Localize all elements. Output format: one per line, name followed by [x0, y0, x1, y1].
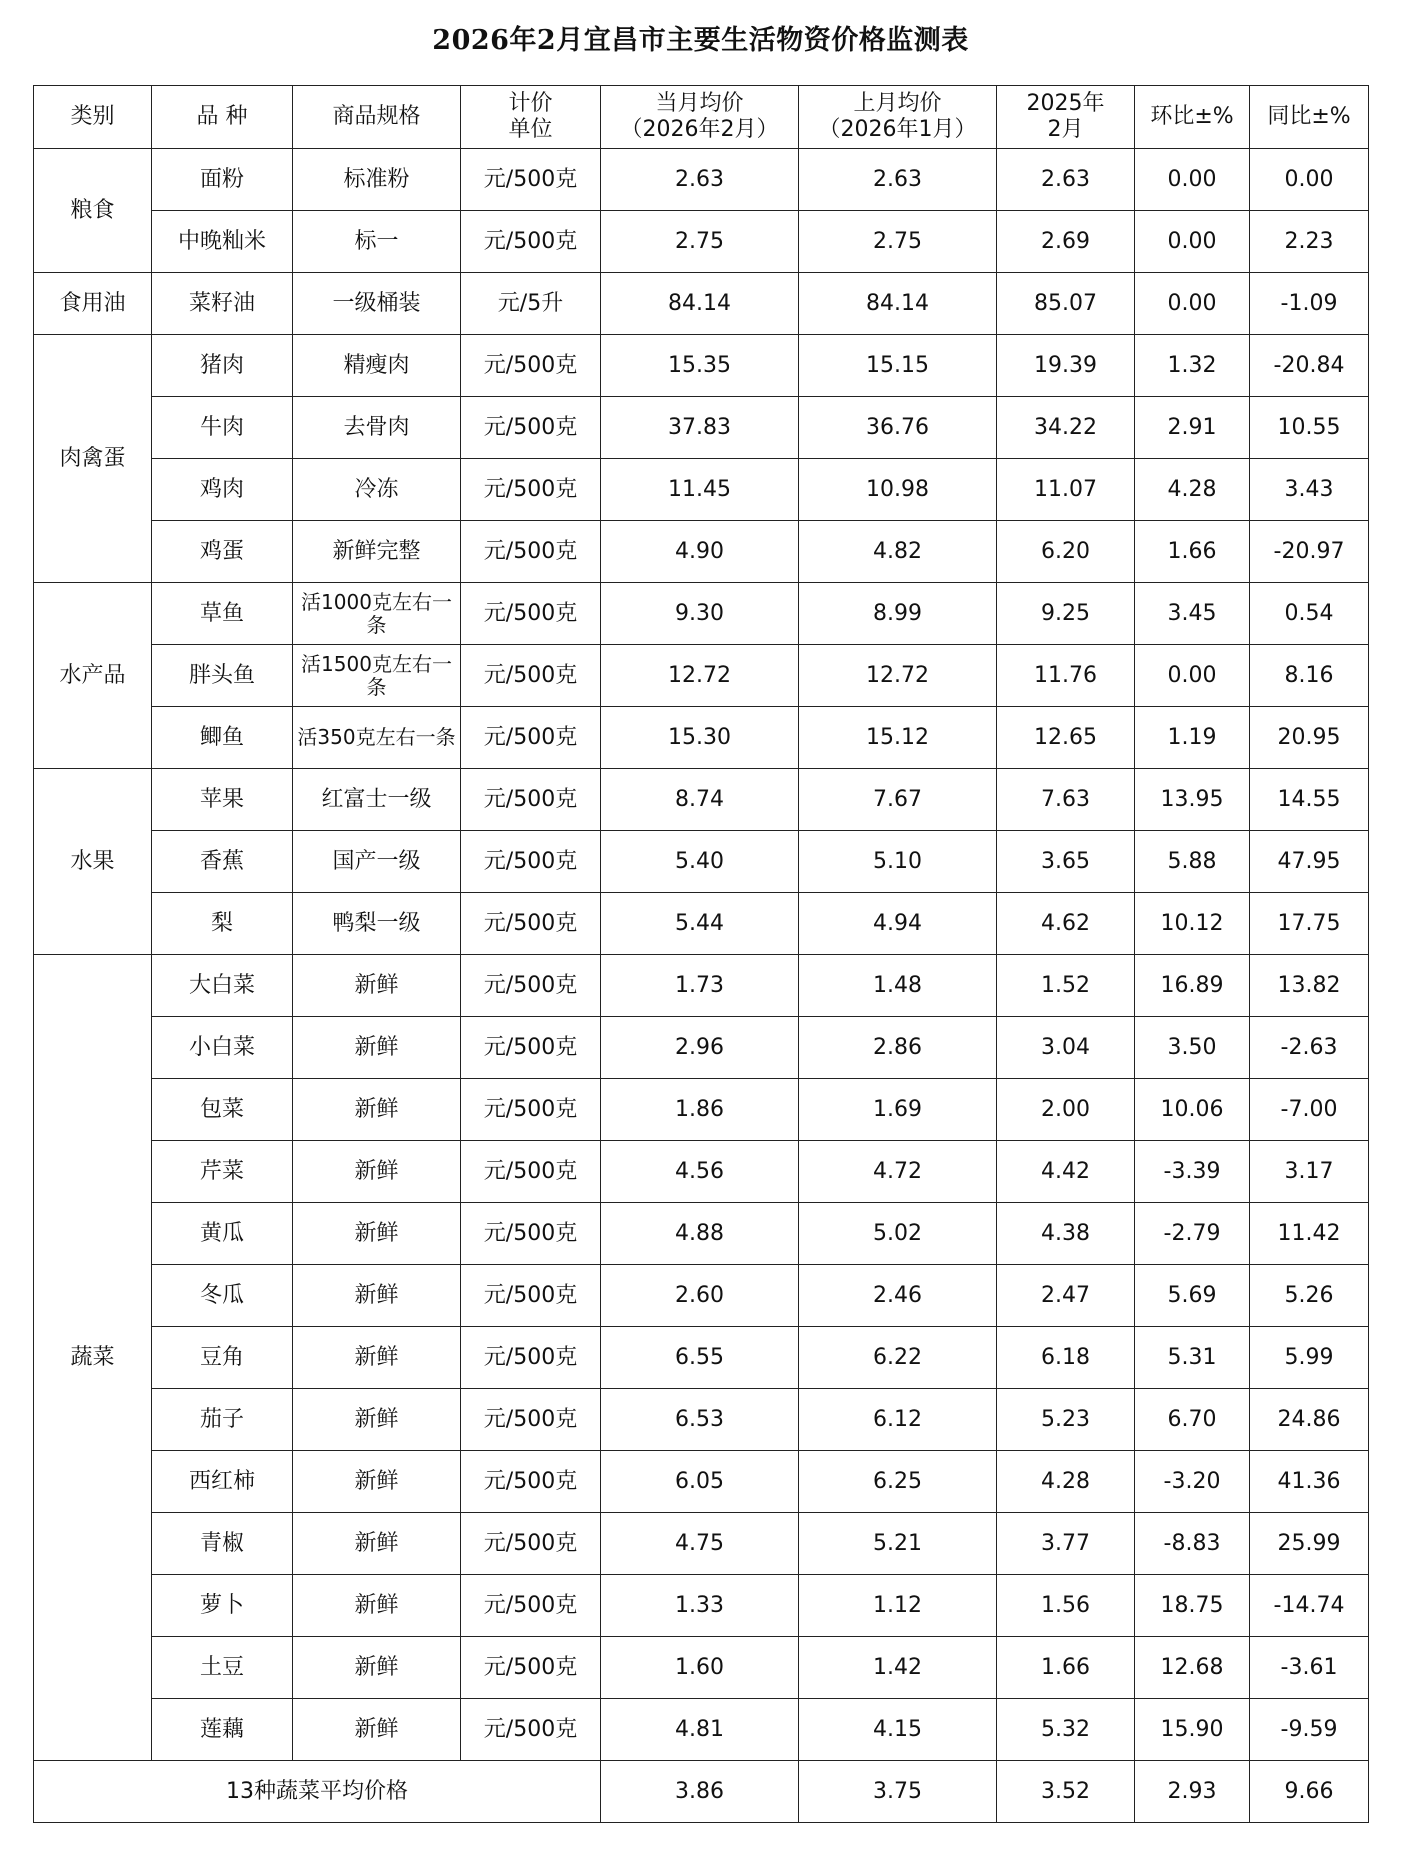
unit-cell: 元/500克 [461, 1389, 601, 1451]
current-price-cell: 2.96 [601, 1017, 799, 1079]
category-cell: 粮食 [34, 149, 152, 273]
current-price-cell: 6.55 [601, 1327, 799, 1389]
previous-price-cell: 5.02 [799, 1203, 997, 1265]
spec-cell: 新鲜 [293, 1079, 461, 1141]
previous-price-cell: 4.82 [799, 521, 997, 583]
mom-change-cell: 13.95 [1135, 769, 1250, 831]
spec-cell: 新鲜 [293, 1265, 461, 1327]
variety-cell: 芹菜 [152, 1141, 293, 1203]
header-unit [461, 86, 601, 149]
yoy-change-cell: -20.97 [1250, 521, 1369, 583]
variety-cell: 萝卜 [152, 1575, 293, 1637]
unit-cell: 元/500克 [461, 1637, 601, 1699]
header-previous-line2: （2026年1月） [818, 117, 977, 142]
last-year-price-cell: 1.52 [997, 955, 1135, 1017]
last-year-price-cell: 6.18 [997, 1327, 1135, 1389]
mom-change-cell: 0.00 [1135, 149, 1250, 211]
header-spec: 商品规格 [293, 86, 461, 149]
summary-yoy-change: 9.66 [1250, 1761, 1369, 1823]
variety-cell: 莲藕 [152, 1699, 293, 1761]
header-category: 类别 [34, 86, 152, 149]
previous-price-cell: 2.46 [799, 1265, 997, 1327]
table-row [34, 1513, 1369, 1575]
yoy-change-cell: 25.99 [1250, 1513, 1369, 1575]
variety-cell: 草鱼 [152, 583, 293, 645]
spec-cell: 新鲜 [293, 1699, 461, 1761]
last-year-price-cell: 2.69 [997, 211, 1135, 273]
last-year-price-cell: 1.66 [997, 1637, 1135, 1699]
current-price-cell: 2.60 [601, 1265, 799, 1327]
table-row [34, 769, 1369, 831]
last-year-price-cell: 4.38 [997, 1203, 1135, 1265]
previous-price-cell: 2.86 [799, 1017, 997, 1079]
variety-cell: 猪肉 [152, 335, 293, 397]
yoy-change-cell: 14.55 [1250, 769, 1369, 831]
previous-price-cell: 12.72 [799, 645, 997, 707]
mom-change-cell: 6.70 [1135, 1389, 1250, 1451]
header-previous-line1: 上月均价 [853, 91, 942, 116]
variety-cell: 小白菜 [152, 1017, 293, 1079]
variety-cell: 鲫鱼 [152, 707, 293, 769]
current-price-cell: 8.74 [601, 769, 799, 831]
mom-change-cell: 5.31 [1135, 1327, 1250, 1389]
mom-change-cell: 0.00 [1135, 645, 1250, 707]
previous-price-cell: 1.12 [799, 1575, 997, 1637]
table-row [34, 149, 1369, 211]
current-price-cell: 6.05 [601, 1451, 799, 1513]
previous-price-cell: 2.75 [799, 211, 997, 273]
previous-price-cell: 1.48 [799, 955, 997, 1017]
yoy-change-cell: -7.00 [1250, 1079, 1369, 1141]
table-row [34, 1203, 1369, 1265]
spec-cell: 新鲜 [293, 1451, 461, 1513]
unit-cell: 元/500克 [461, 1575, 601, 1637]
current-price-cell: 4.90 [601, 521, 799, 583]
spec-cell: 新鲜 [293, 1203, 461, 1265]
table-row [34, 893, 1369, 955]
current-price-cell: 9.30 [601, 583, 799, 645]
mom-change-cell: 16.89 [1135, 955, 1250, 1017]
yoy-change-cell: -2.63 [1250, 1017, 1369, 1079]
unit-cell: 元/500克 [461, 1451, 601, 1513]
current-price-cell: 11.45 [601, 459, 799, 521]
previous-price-cell: 4.15 [799, 1699, 997, 1761]
table-body [34, 149, 1369, 1823]
yoy-change-cell: -3.61 [1250, 1637, 1369, 1699]
yoy-change-cell: 41.36 [1250, 1451, 1369, 1513]
last-year-price-cell: 3.77 [997, 1513, 1135, 1575]
table-row [34, 459, 1369, 521]
spec-cell: 活1000克左右一条 [293, 583, 461, 645]
previous-price-cell: 84.14 [799, 273, 997, 335]
variety-cell: 青椒 [152, 1513, 293, 1575]
last-year-price-cell: 5.32 [997, 1699, 1135, 1761]
yoy-change-cell: -1.09 [1250, 273, 1369, 335]
document-title: 2026年2月宜昌市主要生活物资价格监测表 [432, 25, 969, 56]
header-unit-line2: 单位 [508, 117, 553, 142]
mom-change-cell: 12.68 [1135, 1637, 1250, 1699]
yoy-change-cell: 3.17 [1250, 1141, 1369, 1203]
last-year-price-cell: 85.07 [997, 273, 1135, 335]
unit-cell: 元/500克 [461, 397, 601, 459]
mom-change-cell: -3.39 [1135, 1141, 1250, 1203]
mom-change-cell: 1.66 [1135, 521, 1250, 583]
header-mom-change: 环比±% [1135, 86, 1250, 149]
summary-label: 13种蔬菜平均价格 [34, 1761, 601, 1823]
table-row [34, 1699, 1369, 1761]
variety-cell: 西红柿 [152, 1451, 293, 1513]
variety-cell: 面粉 [152, 149, 293, 211]
current-price-cell: 1.86 [601, 1079, 799, 1141]
mom-change-cell: 5.88 [1135, 831, 1250, 893]
spec-cell: 红富士一级 [293, 769, 461, 831]
spec-cell: 标准粉 [293, 149, 461, 211]
table-row [34, 955, 1369, 1017]
price-monitoring-table [33, 85, 1369, 1823]
last-year-price-cell: 2.47 [997, 1265, 1135, 1327]
current-price-cell: 15.35 [601, 335, 799, 397]
unit-cell: 元/5升 [461, 273, 601, 335]
mom-change-cell: -8.83 [1135, 1513, 1250, 1575]
yoy-change-cell: 3.43 [1250, 459, 1369, 521]
table-row [34, 831, 1369, 893]
spec-cell: 活1500克左右一条 [293, 645, 461, 707]
summary-previous-price: 3.75 [799, 1761, 997, 1823]
last-year-price-cell: 6.20 [997, 521, 1135, 583]
yoy-change-cell: 2.23 [1250, 211, 1369, 273]
mom-change-cell: 18.75 [1135, 1575, 1250, 1637]
header-unit-line1: 计价 [508, 91, 553, 116]
category-cell: 水果 [34, 769, 152, 955]
last-year-price-cell: 4.28 [997, 1451, 1135, 1513]
summary-current-price: 3.86 [601, 1761, 799, 1823]
summary-mom-change: 2.93 [1135, 1761, 1250, 1823]
mom-change-cell: 0.00 [1135, 273, 1250, 335]
table-row [34, 1141, 1369, 1203]
spec-cell: 精瘦肉 [293, 335, 461, 397]
category-cell: 食用油 [34, 273, 152, 335]
previous-price-cell: 8.99 [799, 583, 997, 645]
unit-cell: 元/500克 [461, 769, 601, 831]
current-price-cell: 37.83 [601, 397, 799, 459]
previous-price-cell: 1.42 [799, 1637, 997, 1699]
yoy-change-cell: 5.99 [1250, 1327, 1369, 1389]
last-year-price-cell: 4.62 [997, 893, 1135, 955]
spec-cell: 标一 [293, 211, 461, 273]
previous-price-cell: 1.69 [799, 1079, 997, 1141]
variety-cell: 黄瓜 [152, 1203, 293, 1265]
yoy-change-cell: 8.16 [1250, 645, 1369, 707]
variety-cell: 胖头鱼 [152, 645, 293, 707]
last-year-price-cell: 12.65 [997, 707, 1135, 769]
mom-change-cell: 1.32 [1135, 335, 1250, 397]
yoy-change-cell: 5.26 [1250, 1265, 1369, 1327]
previous-price-cell: 36.76 [799, 397, 997, 459]
yoy-change-cell: -20.84 [1250, 335, 1369, 397]
header-yoy-change: 同比±% [1250, 86, 1369, 149]
spec-cell: 鸭梨一级 [293, 893, 461, 955]
unit-cell: 元/500克 [461, 583, 601, 645]
yoy-change-cell: 10.55 [1250, 397, 1369, 459]
category-cell: 蔬菜 [34, 955, 152, 1761]
spec-cell: 新鲜 [293, 1327, 461, 1389]
spec-cell: 一级桶装 [293, 273, 461, 335]
current-price-cell: 84.14 [601, 273, 799, 335]
previous-price-cell: 4.94 [799, 893, 997, 955]
summary-row [34, 1761, 1369, 1823]
yoy-change-cell: 13.82 [1250, 955, 1369, 1017]
yoy-change-cell: 24.86 [1250, 1389, 1369, 1451]
previous-price-cell: 15.12 [799, 707, 997, 769]
variety-cell: 冬瓜 [152, 1265, 293, 1327]
unit-cell: 元/500克 [461, 211, 601, 273]
last-year-price-cell: 19.39 [997, 335, 1135, 397]
header-current-line1: 当月均价 [655, 91, 744, 116]
last-year-price-cell: 11.76 [997, 645, 1135, 707]
header-previous-price [799, 86, 997, 149]
mom-change-cell: 0.00 [1135, 211, 1250, 273]
variety-cell: 豆角 [152, 1327, 293, 1389]
table-row [34, 521, 1369, 583]
unit-cell: 元/500克 [461, 1699, 601, 1761]
current-price-cell: 15.30 [601, 707, 799, 769]
table-row [34, 583, 1369, 645]
summary-last-year-price: 3.52 [997, 1761, 1135, 1823]
unit-cell: 元/500克 [461, 645, 601, 707]
current-price-cell: 1.73 [601, 955, 799, 1017]
spec-cell: 新鲜 [293, 955, 461, 1017]
unit-cell: 元/500克 [461, 335, 601, 397]
table-row [34, 273, 1369, 335]
spec-cell: 新鲜 [293, 1141, 461, 1203]
spec-cell: 国产一级 [293, 831, 461, 893]
last-year-price-cell: 2.00 [997, 1079, 1135, 1141]
yoy-change-cell: 0.00 [1250, 149, 1369, 211]
previous-price-cell: 4.72 [799, 1141, 997, 1203]
table-row [34, 1389, 1369, 1451]
mom-change-cell: 2.91 [1135, 397, 1250, 459]
yoy-change-cell: 0.54 [1250, 583, 1369, 645]
table-row [34, 645, 1369, 707]
current-price-cell: 1.60 [601, 1637, 799, 1699]
last-year-price-cell: 2.63 [997, 149, 1135, 211]
category-cell: 水产品 [34, 583, 152, 769]
current-price-cell: 5.44 [601, 893, 799, 955]
variety-cell: 牛肉 [152, 397, 293, 459]
last-year-price-cell: 3.04 [997, 1017, 1135, 1079]
table-header [34, 86, 1369, 149]
unit-cell: 元/500克 [461, 1017, 601, 1079]
previous-price-cell: 6.25 [799, 1451, 997, 1513]
spec-cell: 活350克左右一条 [293, 707, 461, 769]
yoy-change-cell: -9.59 [1250, 1699, 1369, 1761]
table-row [34, 1637, 1369, 1699]
variety-cell: 土豆 [152, 1637, 293, 1699]
unit-cell: 元/500克 [461, 955, 601, 1017]
current-price-cell: 6.53 [601, 1389, 799, 1451]
header-last-year-price [997, 86, 1135, 149]
header-last-year-line1: 2025年 [1026, 91, 1105, 116]
current-price-cell: 12.72 [601, 645, 799, 707]
current-price-cell: 1.33 [601, 1575, 799, 1637]
table-row [34, 1265, 1369, 1327]
variety-cell: 香蕉 [152, 831, 293, 893]
variety-cell: 梨 [152, 893, 293, 955]
mom-change-cell: 1.19 [1135, 707, 1250, 769]
last-year-price-cell: 34.22 [997, 397, 1135, 459]
yoy-change-cell: 20.95 [1250, 707, 1369, 769]
variety-cell: 菜籽油 [152, 273, 293, 335]
yoy-change-cell: 47.95 [1250, 831, 1369, 893]
spec-cell: 冷冻 [293, 459, 461, 521]
table-row [34, 1327, 1369, 1389]
previous-price-cell: 10.98 [799, 459, 997, 521]
previous-price-cell: 15.15 [799, 335, 997, 397]
last-year-price-cell: 9.25 [997, 583, 1135, 645]
current-price-cell: 2.63 [601, 149, 799, 211]
variety-cell: 中晚籼米 [152, 211, 293, 273]
spec-cell: 去骨肉 [293, 397, 461, 459]
table-row [34, 1079, 1369, 1141]
unit-cell: 元/500克 [461, 1265, 601, 1327]
mom-change-cell: 4.28 [1135, 459, 1250, 521]
variety-cell: 大白菜 [152, 955, 293, 1017]
mom-change-cell: 3.50 [1135, 1017, 1250, 1079]
last-year-price-cell: 11.07 [997, 459, 1135, 521]
category-cell: 肉禽蛋 [34, 335, 152, 583]
variety-cell: 鸡肉 [152, 459, 293, 521]
header-current-price [601, 86, 799, 149]
mom-change-cell: -3.20 [1135, 1451, 1250, 1513]
unit-cell: 元/500克 [461, 459, 601, 521]
current-price-cell: 2.75 [601, 211, 799, 273]
table-row [34, 397, 1369, 459]
unit-cell: 元/500克 [461, 149, 601, 211]
unit-cell: 元/500克 [461, 1203, 601, 1265]
current-price-cell: 4.75 [601, 1513, 799, 1575]
unit-cell: 元/500克 [461, 1079, 601, 1141]
spec-cell: 新鲜 [293, 1017, 461, 1079]
last-year-price-cell: 1.56 [997, 1575, 1135, 1637]
previous-price-cell: 7.67 [799, 769, 997, 831]
previous-price-cell: 5.21 [799, 1513, 997, 1575]
current-price-cell: 5.40 [601, 831, 799, 893]
spec-cell: 新鲜 [293, 1389, 461, 1451]
header-current-line2: （2026年2月） [620, 117, 779, 142]
unit-cell: 元/500克 [461, 707, 601, 769]
mom-change-cell: 10.06 [1135, 1079, 1250, 1141]
previous-price-cell: 5.10 [799, 831, 997, 893]
variety-cell: 鸡蛋 [152, 521, 293, 583]
current-price-cell: 4.56 [601, 1141, 799, 1203]
spec-cell: 新鲜 [293, 1637, 461, 1699]
mom-change-cell: 3.45 [1135, 583, 1250, 645]
current-price-cell: 4.81 [601, 1699, 799, 1761]
spec-cell: 新鲜 [293, 1513, 461, 1575]
current-price-cell: 4.88 [601, 1203, 799, 1265]
previous-price-cell: 2.63 [799, 149, 997, 211]
spec-cell: 新鲜 [293, 1575, 461, 1637]
unit-cell: 元/500克 [461, 1513, 601, 1575]
table-row [34, 335, 1369, 397]
unit-cell: 元/500克 [461, 893, 601, 955]
mom-change-cell: 10.12 [1135, 893, 1250, 955]
table-row [34, 1451, 1369, 1513]
last-year-price-cell: 3.65 [997, 831, 1135, 893]
mom-change-cell: -2.79 [1135, 1203, 1250, 1265]
unit-cell: 元/500克 [461, 831, 601, 893]
unit-cell: 元/500克 [461, 1141, 601, 1203]
variety-cell: 包菜 [152, 1079, 293, 1141]
last-year-price-cell: 4.42 [997, 1141, 1135, 1203]
header-last-year-line2: 2月 [1047, 117, 1084, 142]
variety-cell: 苹果 [152, 769, 293, 831]
previous-price-cell: 6.12 [799, 1389, 997, 1451]
yoy-change-cell: -14.74 [1250, 1575, 1369, 1637]
yoy-change-cell: 17.75 [1250, 893, 1369, 955]
previous-price-cell: 6.22 [799, 1327, 997, 1389]
spec-cell: 新鲜完整 [293, 521, 461, 583]
table-row [34, 1017, 1369, 1079]
last-year-price-cell: 5.23 [997, 1389, 1135, 1451]
mom-change-cell: 5.69 [1135, 1265, 1250, 1327]
unit-cell: 元/500克 [461, 1327, 601, 1389]
yoy-change-cell: 11.42 [1250, 1203, 1369, 1265]
table-row [34, 707, 1369, 769]
mom-change-cell: 15.90 [1135, 1699, 1250, 1761]
table-row [34, 1575, 1369, 1637]
last-year-price-cell: 7.63 [997, 769, 1135, 831]
table-row [34, 211, 1369, 273]
unit-cell: 元/500克 [461, 521, 601, 583]
header-variety: 品 种 [152, 86, 293, 149]
variety-cell: 茄子 [152, 1389, 293, 1451]
